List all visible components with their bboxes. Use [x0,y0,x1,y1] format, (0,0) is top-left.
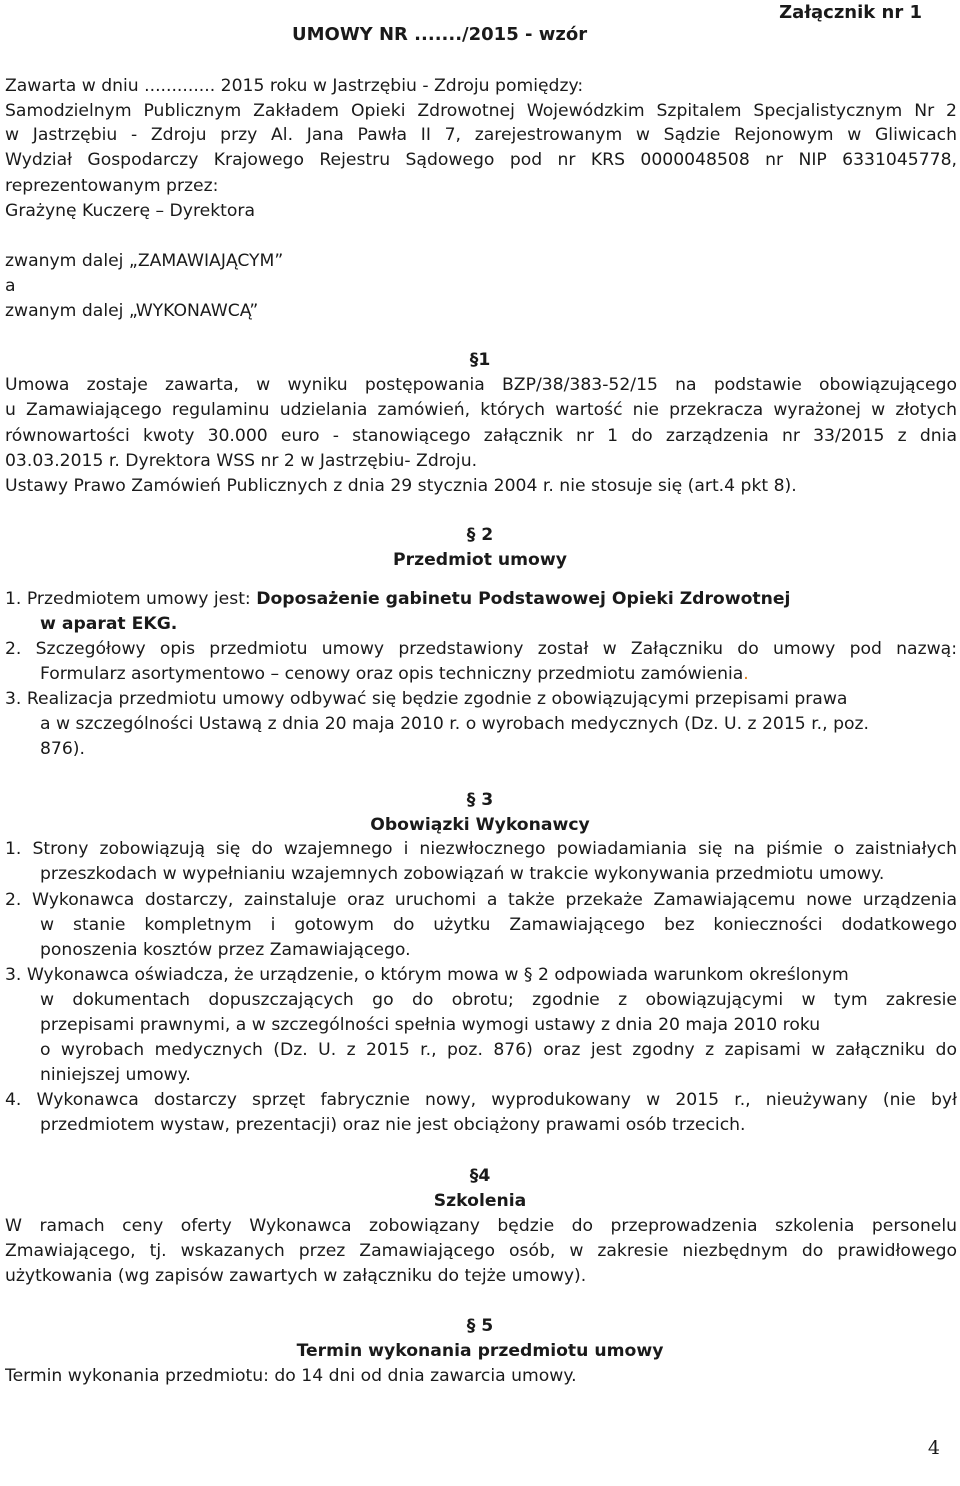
section-1-line: równowartości kwoty 30.000 euro - stanowiącego załącznik nr 1 do zarządzenia nr 33/2015 z dnia [5,426,957,446]
section-3-item-3-cont: w dokumentach dopuszczających go do obrotu; zgodnie z obowiązującymi w tym zakresie [40,990,957,1010]
section-3-item-2-cont: ponoszenia kosztów przez Zamawiającego. [40,940,411,960]
section-3-item-3: 3. Wykonawca oświadcza, że urządzenie, o którym mowa w § 2 odpowiada warunkom określonym [5,965,849,985]
section-4-line: Zmawiającego, tj. wskazanych przez Zamawiającego osób, w zakresie niezbędnym do prawidłowego [5,1241,957,1261]
intro-line: w Jastrzębiu - Zdroju przy Al. Jana Pawła II 7, zarejestrowanym w Sądzie Rejonowym w Gliwicach [5,125,957,145]
section-2-heading: § 2 [466,525,494,545]
section-2-item-3-cont: 876). [40,739,85,759]
page-number: 4 [927,1437,940,1459]
section-3-item-1-cont: przeszkodach w wypełnianiu wzajemnych zobowiązań w trakcie wykonywania przedmiotu umowy. [40,864,885,884]
section-1-line: Ustawy Prawo Zamówień Publicznych z dnia 29 stycznia 2004 r. nie stosuje się (art.4 pkt 8). [5,476,797,496]
section-2-item-1-cont: w aparat EKG. [40,614,178,634]
item-1-bold: Doposażenie gabinetu Podstawowej Opieki Zdrowotnej [256,589,791,609]
intro-line: Zawarta w dniu ............. 2015 roku w Jastrzębiu - Zdroju pomiędzy: [5,76,584,96]
section-3-item-2: 2. Wykonawca dostarczy, zainstaluje oraz uruchomi a także przekaże Zamawiającemu nowe urządzenia [5,890,957,910]
section-5-title: Termin wykonania przedmiotu umowy [296,1341,664,1361]
intro-line: zwanym dalej „WYKONAWCĄ” [5,301,259,321]
section-3-title: Obowiązki Wykonawcy [370,815,590,835]
section-3-item-4: 4. Wykonawca dostarczy sprzęt fabrycznie nowy, wyprodukowany w 2015 r., nieużywany (nie był [5,1090,957,1110]
section-3-item-4-cont: przedmiotem wystaw, prezentacji) oraz nie jest obciążony prawami osób trzecich. [40,1115,746,1135]
section-3-item-3-cont: o wyrobach medycznych (Dz. U. z 2015 r., poz. 876) oraz jest zgodny z zapisami w załączniku do [40,1040,957,1060]
section-1-line: u Zamawiającego regulaminu udzielania zamówień, których wartość nie przekracza wyrażonej w złotych [5,400,957,420]
section-4-line: W ramach ceny oferty Wykonawca zobowiązany będzie do przeprowadzenia szkolenia personelu [5,1216,957,1236]
intro-line: Wydział Gospodarczy Krajowego Rejestru Sądowego pod nr KRS 0000048508 nr NIP 6331045778, [5,150,957,170]
item-1-text: 1. Przedmiotem umowy jest: [5,589,257,609]
section-2-item-3-cont: a w szczególności Ustawą z dnia 20 maja 2010 r. o wyrobach medycznych (Dz. U. z 2015 r., poz. [40,714,869,734]
section-3-item-3-cont: przepisami prawnymi, a w szczególności spełnia wymogi ustawy z dnia 20 maja 2010 roku [40,1015,821,1035]
section-5-heading: § 5 [466,1316,494,1336]
section-3-heading: § 3 [466,790,494,810]
intro-line: reprezentowanym przez: [5,176,219,196]
section-2-item-2-cont [40,661,957,687]
section-2-title: Przedmiot umowy [393,550,567,570]
item-2-dot: . [743,664,749,684]
section-1-line: Umowa zostaje zawarta, w wyniku postępowania BZP/38/383-52/15 na podstawie obowiązującego [5,375,957,395]
intro-line: Grażynę Kuczerę – Dyrektora [5,201,256,221]
header-title: UMOWY NR ......./2015 - wzór [292,24,588,45]
section-4-title: Szkolenia [433,1191,527,1211]
section-1-line: 03.03.2015 r. Dyrektora WSS nr 2 w Jastrzębiu- Zdroju. [5,451,478,471]
section-5-line: Termin wykonania przedmiotu: do 14 dni od dnia zawarcia umowy. [5,1366,577,1386]
intro-line: Samodzielnym Publicznym Zakładem Opieki Zdrowotnej Wojewódzkim Szpitalem Specjalistycznym Nr 2 [5,101,957,121]
section-2-item-1 [5,586,957,612]
intro-line: a [5,276,16,296]
attachment-label: Załącznik nr 1 [779,2,922,23]
section-2-item-3: 3. Realizacja przedmiotu umowy odbywać się będzie zgodnie z obowiązującymi przepisami prawa [5,689,848,709]
section-4-heading: §4 [469,1166,491,1186]
intro-line: zwanym dalej „ZAMAWIAJĄCYM” [5,251,284,271]
item-2-text: Formularz asortymentowo – cenowy oraz opis techniczny przedmiotu zamówienia [40,664,744,684]
section-1-heading: §1 [469,350,491,370]
section-2-item-2: 2. Szczegółowy opis przedmiotu umowy przedstawiony został w Załączniku do umowy pod nazwą: [5,639,957,659]
section-3-item-2-cont: w stanie kompletnym i gotowym do użytku Zamawiającego bez konieczności dodatkowego [40,915,957,935]
section-4-line: użytkowania (wg zapisów zawartych w załączniku do tejże umowy). [5,1266,587,1286]
section-3-item-3-cont: niniejszej umowy. [40,1065,191,1085]
section-3-item-1: 1. Strony zobowiązują się do wzajemnego i niezwłocznego powiadamiania się na piśmie o zaistniałych [5,839,957,859]
